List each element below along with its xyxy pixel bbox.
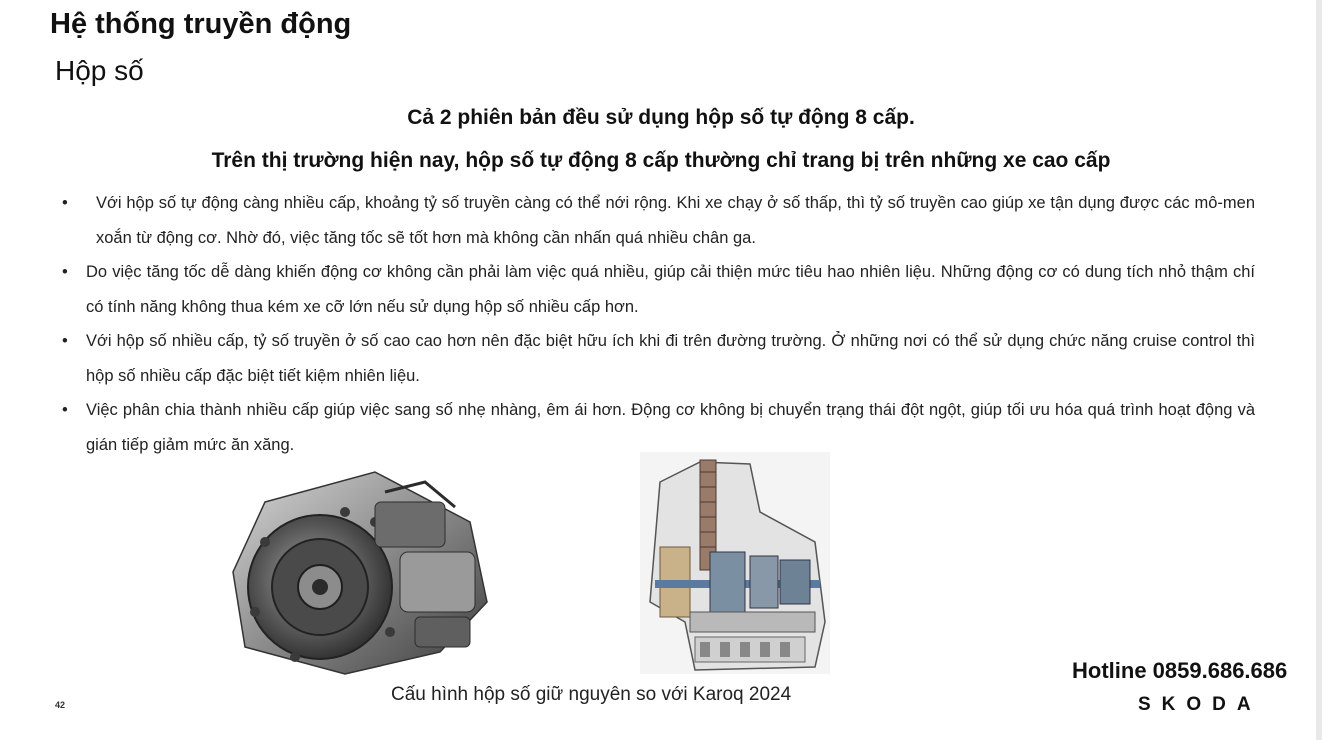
- page-subtitle: Hộp số: [55, 55, 144, 86]
- brand-logo: SKODA: [1138, 694, 1262, 715]
- image-caption: Cấu hình hộp số giữ nguyên so với Karoq 2024: [391, 684, 792, 705]
- bullet-dot: •: [62, 263, 68, 281]
- bullet-list: [60, 186, 1255, 462]
- bullet-text: Do việc tăng tốc dễ dàng khiến động cơ không cần phải làm việc quá nhiều, giúp cải thiện mức tiêu hao nhiên liệu. Những động cơ có dung tích nhỏ thậm chí có tính năng không thua kém xe cỡ lớn nếu sử dụng hộp số nhiều cấp hơn.: [86, 263, 1255, 316]
- headline-2: Trên thị trường hiện nay, hộp số tự động 8 cấp thường chỉ trang bị trên những xe cao cấp: [211, 149, 1111, 172]
- hotline-text: Hotline 0859.686.686: [1072, 658, 1288, 683]
- bullet-text: Với hộp số nhiều cấp, tỷ số truyền ở số cao cao hơn nên đặc biệt hữu ích khi đi trên đường trường. Ở những nơi có thể sử dụng chức năng cruise control thì hộp số nhiều cấp đặc biệt tiết kiệm nhiên liệu.: [86, 332, 1255, 385]
- bullet-item: [60, 324, 1255, 393]
- bullet-text: Việc phân chia thành nhiều cấp giúp việc sang số nhẹ nhàng, êm ái hơn. Động cơ không bị chuyển trạng thái đột ngột, giúp tối ưu hóa quá trình hoạt động và gián tiếp giảm mức ăn xăng.: [86, 401, 1255, 454]
- bullet-item: [60, 255, 1255, 324]
- gearbox-cutaway-diagram: [640, 452, 830, 674]
- page-number: 42: [55, 700, 66, 710]
- bullet-dot: •: [62, 194, 68, 212]
- bullet-dot: •: [62, 401, 68, 419]
- bullet-item: [60, 186, 1255, 255]
- gearbox-photo: [225, 462, 497, 680]
- headline-1: Cả 2 phiên bản đều sử dụng hộp số tự động 8 cấp.: [407, 106, 915, 129]
- bullet-text: Với hộp số tự động càng nhiều cấp, khoảng tỷ số truyền càng có thể nới rộng. Khi xe chạy ở số thấp, thì tỷ số truyền cao giúp xe tận dụng được các mô-men xoắn từ động cơ. Nhờ đó, việc tăng tốc sẽ tốt hơn mà không cần nhấn quá nhiều chân ga.: [96, 194, 1255, 247]
- page-title: Hệ thống truyền động: [50, 8, 352, 40]
- bullet-dot: •: [62, 332, 68, 350]
